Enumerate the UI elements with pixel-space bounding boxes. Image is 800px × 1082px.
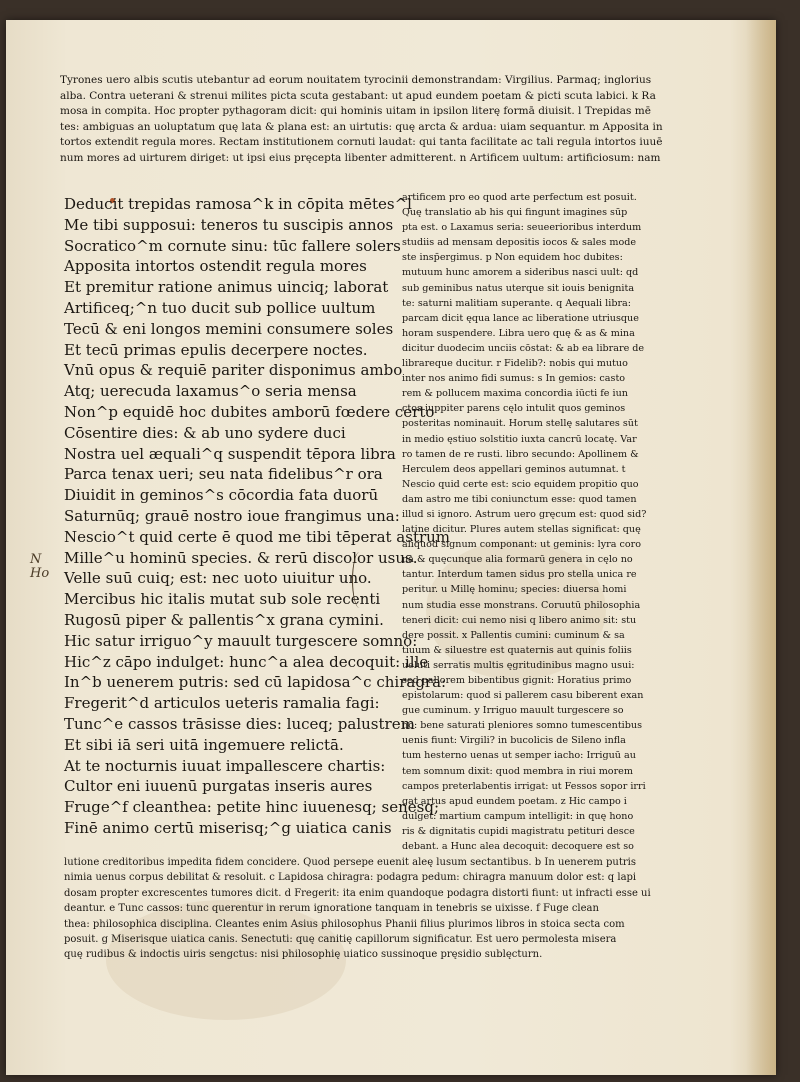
text-line: studiis ad mensam depositis iocos & sales mode (402, 237, 637, 249)
text-line: posteritas nominauit. Horum stellę salutares sūt (402, 418, 638, 430)
text-line: gue cuminum. y Irriguo mauult turgescere so (402, 705, 624, 717)
verse-line: Hic^z cāpo indulget: hunc^a alea decoquit: ille (64, 652, 429, 671)
text-line: nimia uenus corpus debilitat & resoluit. c Lapidosa chiragra: podagra pedum: chiragra manuum dolor est: q lapi (64, 872, 637, 884)
text-line: lutione creditoribus impedita fidem concidere. Quod persepe euenit aleę lusum sectantibus. b In uenerem putris (64, 857, 636, 868)
verse-line: Atq; uerecuda laxamus^o seria mensa (64, 382, 357, 401)
verse-line: At te nocturnis iuuat impallescere chartis: (64, 756, 386, 775)
verse-line: Deducit trepidas ramosa^k in cōpita mētes^l (64, 195, 412, 213)
text-line: peritur. u Millę hominu; species: diuersa homi (402, 584, 627, 596)
text-line: quę rudibus & indoctis uiris sengctus: nisi philosophię uiatico sussinoque pręsidio sublęcturn. (64, 949, 543, 961)
text-line: deantur. e Tunc cassos: tunc querentur in rerum ignoratione tanquam in tenebris se uixisse. f Fuge clean (64, 903, 599, 915)
text-line: artificem pro eo quod arte perfectum est posuit. (402, 192, 637, 203)
text-line: ctos iuppiter parens cęlo intulit quos geminos (402, 403, 626, 415)
text-line: rem & pollucem maxima concordia iūcti fe iun (402, 388, 628, 400)
verse-line: Cultor eni iuuenū purgatas inseris aures (64, 777, 373, 796)
text-line: tiuum & siluestre est quaternis aut quinis foliis (402, 644, 632, 656)
verse-line: Non^p equidē hoc dubites amborū fœdere certo (64, 402, 435, 421)
verse-line: Apposita intortos ostendit regula mores (64, 257, 367, 276)
verse-line: Parca tenax ueri; seu nata fidelibus^r ora (64, 465, 383, 484)
verse-line: Nescio^t quid certe ē quod me tibi tēperat astrum (64, 527, 451, 546)
text-line: num mores ad uirturem diriget: ut ipsi eius pręcepta libenter admitterent. n Artificem uultum: artificiosum: nam (60, 151, 661, 164)
text-line: no: bene saturati pleniores somno tumescentibus (402, 720, 642, 732)
text-line: sub geminibus natus uterque sit iouis benignita (402, 282, 635, 294)
verse-column (64, 194, 451, 839)
verse-line: Tecū & eni longos memini consumere soles (64, 319, 394, 338)
text-line: mutuum hunc amorem a sideribus nasci uult: qd (402, 267, 639, 279)
text-line: uenis fiunt: Virgili? in bucolicis de Sileno infla (402, 735, 626, 747)
text-line: dam astro me tibi coniunctum esse: quod tamen (402, 493, 637, 505)
verse-line: Mercibus hic italis mutat sub sole recenti (64, 590, 381, 609)
text-line: in medio ęstiuo solstitio iuxta cancrū locatę. Var (402, 433, 637, 445)
text-line: dere possit. x Pallentis cumini: cuminum & sa (402, 629, 625, 641)
margin-annotation-line: Ho (30, 566, 50, 581)
verse-line: Tunc^e cassos trāsisse dies: luceq; palustrem (64, 714, 415, 733)
text-line: alba. Contra ueterani & strenui milites picta scuta gestabant: ut apud eundem poetam & picti scuta labici. k Ra (60, 89, 656, 102)
text-line: latine dicitur. Plures autem stellas significat: quę (402, 524, 641, 536)
page-edge (746, 20, 776, 1075)
bottom-commentary (64, 855, 696, 963)
text-line: sed pallorem bibentibus gignit: Horatius primo (402, 675, 632, 686)
text-line: thea: philosophica disciplina. Cleantes enim Asius philosophus Phanii filius plurimos libros in stoica secta com (64, 918, 625, 930)
verse-line: Me tibi supposui: teneros tu suscipis annos (64, 215, 394, 234)
text-line: te: saturni malitiam superante. q Aequali libra: (402, 297, 631, 309)
text-line: debant. a Hunc alea decoquit: decoquere est so (402, 841, 634, 853)
verse-line: Saturnūq; grauē nostro ioue frangimus una: (64, 506, 400, 525)
verse-line: Hic satur irriguo^y mauult turgescere somno: (64, 631, 418, 650)
header-commentary (60, 73, 700, 167)
verse-line: Et sibi iā seri uitā ingemuere relictā. (64, 735, 344, 754)
verse-line: Artificeq;^n tuo ducit sub pollice uultum (64, 298, 376, 317)
text-line: na & quęcunque alia formarū genera in cęlo no (402, 554, 633, 566)
text-line: Nescio quid certe est: scio equidem propitio quo (402, 478, 639, 490)
text-line: librareque ducitur. r Fidelib?: nobis qui mutuo (402, 358, 628, 370)
text-line: pta est. o Laxamus seria: seueerioribus interdum (402, 222, 642, 234)
text-line: teneri dicit: cui nemo nisi q libero animo sit: stu (402, 614, 637, 626)
text-line: parcam dicit ęqua lance ac liberatione utriusque (402, 312, 639, 324)
verse-line: Diuidit in geminos^s cōcordia fata duorū (64, 486, 379, 505)
verse-line: Fruge^f cleanthea: petite hinc iuuenesq; senesq; (64, 798, 439, 817)
verse-line: Vnū opus & requiē pariter disponimus ambo (64, 361, 403, 380)
text-line: tes: ambiguas an uoluptatum quę lata & plana est: an uirtutis: quę arcta & ardua: uiam sequantur. m Apposita in (60, 120, 663, 133)
text-line: ueluti serratis multis ęgritudinibus magno usui: (402, 659, 635, 671)
text-line: dosam propter excrescentes tumores dicit. d Fregerit: ita enim quandoque podagra distorti fiunt: ut infracti esse ui (64, 887, 651, 899)
margin-annotation (30, 553, 49, 581)
text-line: dicitur duodecim unciis cōstat: & ab ea librare de (402, 342, 645, 354)
text-line: aliquod signum componant: ut geminis: lyra coro (402, 539, 642, 551)
text-line: num studia esse monstrans. Coruutū philosophia (402, 599, 641, 611)
text-line: tantur. Interdum tamen sidus pro stella unica re (402, 569, 637, 581)
text-line: dulget: martium campum intelligit: in quę hono (402, 810, 634, 822)
text-line: horam suspendere. Libra uero quę & as & mina (402, 327, 635, 339)
side-commentary (402, 190, 692, 854)
text-line: illud si ignoro. Astrum uero gręcum est: quod sid? (402, 508, 647, 520)
text-line: tum hesterno uenas ut semper iacho: Irriguū au (402, 750, 636, 762)
verse-line: Nostra uel æquali^q suspendit tēpora libra (64, 444, 396, 463)
text-line: inter nos animo fidi sumus: s In gemios: casto (402, 373, 626, 385)
text-line: gat artus apud eundem poetam. z Hic campo i (402, 795, 627, 807)
margin-annotation-line: N (30, 552, 42, 567)
verse-line: Socratico^m cornute sinu: tūc fallere solers (64, 236, 401, 255)
text-line: Herculem deos appellari geminos autumnat. t (402, 463, 626, 475)
text-line: posuit. g Miserisque uiatica canis. Senectuti: quę canitię capillorum significatur. Est uero permolesta misera (64, 934, 617, 946)
verse-line: Velle suū cuiq; est: nec uoto uiuitur uno. (64, 569, 372, 588)
verse-line: Fregerit^d articulos ueteris ramalia fagi: (64, 694, 380, 713)
verse-line: Mille^u hominū species. & rerū discolor usus. (64, 548, 418, 567)
text-line: ste insp̄ergimus. p Non equidem hoc dubites: (402, 252, 623, 264)
verse-line: Et tecū primas epulis decerpere noctes. (64, 340, 368, 359)
text-line: campos preterlabentis irrigat: ut Fessos sopor irri (402, 780, 646, 792)
text-line: tortos extendit regula mores. Rectam institutionem cornuti laudat: qui tanta facilitate ac tali regula intortos iuuē (60, 136, 663, 149)
text-line: epistolarum: quod si pallerem casu biberent exan (402, 690, 644, 702)
text-line: ro tamen de re rusti. libro secundo: Apollinem & (402, 448, 639, 460)
text-line: ris & dignitatis cupidi magistratu petituri desce (402, 825, 635, 837)
text-line: Tyrones uero albis scutis utebantur ad eorum nouitatem tyrocinii demonstrandam: Virgilius. Parmaq; inglorius (60, 74, 652, 86)
verse-line: Cōsentire dies: & ab uno sydere duci (64, 423, 346, 442)
verse-line: Et premitur ratione animus uinciq; laborat (64, 278, 389, 297)
text-line: tem somnum dixit: quod membra in riui morem (402, 765, 633, 777)
verse-line: Rugosū piper & pallentis^x grana cymini. (64, 610, 384, 629)
margin-bracket (352, 552, 367, 608)
text-line: mosa in compita. Hoc propter pythagoram dicit: qui hominis uitam in ipsilon literę formā diuisit. l Trepidas mē (60, 105, 651, 118)
text-line: Quę translatio ab his qui fingunt imagines sūp (402, 207, 628, 219)
verse-line: In^b uenerem putris: sed cū lapidosa^c chiragra: (64, 673, 447, 692)
verse-line: Finē animo certū miserisq;^g uiatica canis (64, 818, 392, 837)
